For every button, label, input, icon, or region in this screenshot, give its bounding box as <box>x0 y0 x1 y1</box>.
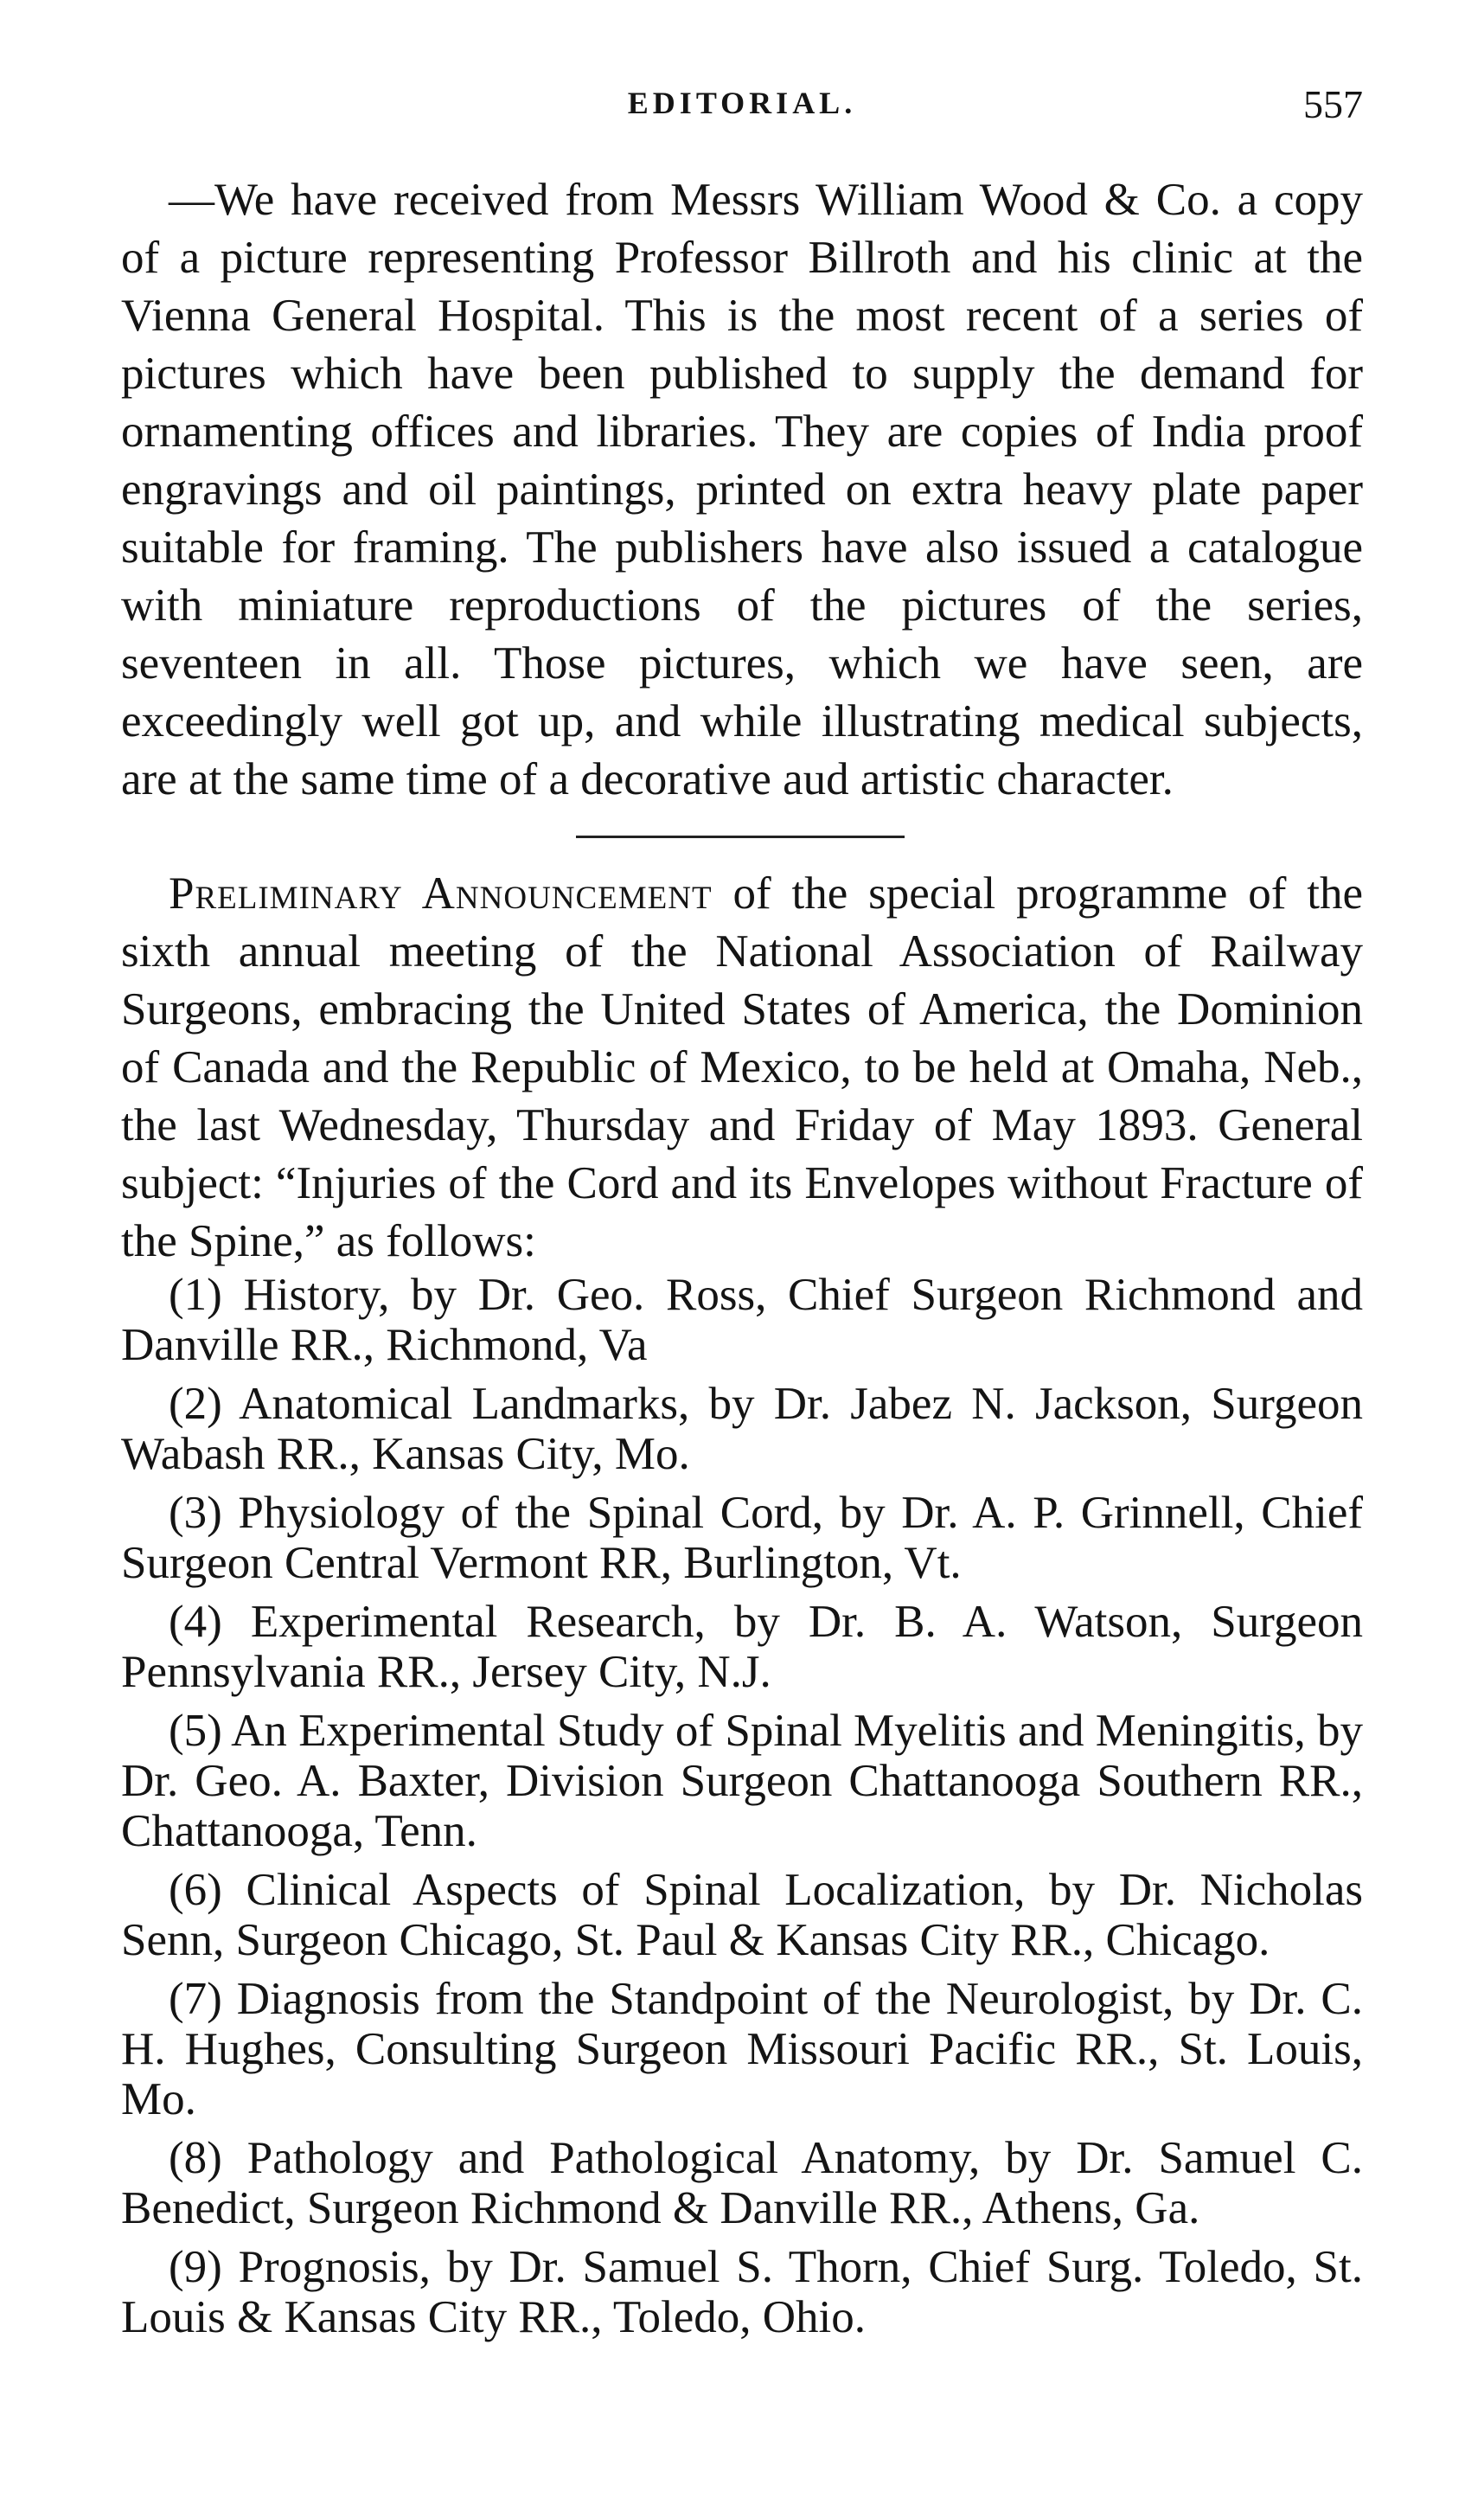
programme-item: (2) Anatomical Landmarks, by Dr. Jabez N. Jackson, Surgeon Wabash RR., Kansas City, Mo. <box>121 1379 1363 1479</box>
running-head-title: EDITORIAL. <box>627 86 857 120</box>
announcement-paragraph <box>121 865 1363 1271</box>
page-number: 557 <box>1303 82 1363 126</box>
programme-item: (1) History, by Dr. Geo. Ross, Chief Surgeon Richmond and Danville RR., Richmond, Va <box>121 1270 1363 1370</box>
programme-item: (9) Prognosis, by Dr. Samuel S. Thorn, Chief Surg. Toledo, St. Louis & Kansas City RR., Toledo, Ohio. <box>121 2242 1363 2342</box>
announcement-intro: of the special programme of the sixth annual meeting of the National Association of Railway Surgeons, embracing the United States of America, the Dominion of Canada and the Republic of Mexico, to be held at Omaha, Neb., the last Wednesday, Thursday and Friday of May 1893. General subject: “Injuries of the Cord and its Envelopes without Fracture of the Spine,” as follows: <box>121 868 1363 1266</box>
programme-item: (6) Clinical Aspects of Spinal Localization, by Dr. Nicholas Senn, Surgeon Chicago, St. Paul & Kansas City RR., Chicago. <box>121 1865 1363 1965</box>
programme-item: (8) Pathology and Pathological Anatomy, by Dr. Samuel C. Benedict, Surgeon Richmond & Danville RR., Athens, Ga. <box>121 2133 1363 2233</box>
programme-item: (5) An Experimental Study of Spinal Myelitis and Meningitis, by Dr. Geo. A. Baxter, Division Surgeon Chattanooga Southern RR., Chattanooga, Tenn. <box>121 1706 1363 1856</box>
announcement-heading: Preliminary Announcement <box>169 868 713 919</box>
programme-item: (3) Physiology of the Spinal Cord, by Dr. A. P. Grinnell, Chief Surgeon Central Vermont RR, Burlington, Vt. <box>121 1488 1363 1588</box>
programme-list <box>121 1270 1363 2351</box>
publisher-notice-paragraph: —We have received from Messrs William Wood & Co. a copy of a picture representing Professor Billroth and his clinic at the Vienna General Hospital. This is the most recent of a series of pictures which have been published to supply the demand for ornamenting offices and libraries. They are copies of India proof engravings and oil paintings, printed on extra heavy plate paper suitable for framing. The publishers have also issued a catalogue with miniature reproductions of the pictures of the series, seventeen in all. Those pictures, which we have seen, are exceedingly well got up, and while illustrating medical subjects, are at the same time of a decorative aud artistic character. <box>121 175 1363 804</box>
running-head <box>121 82 1363 137</box>
programme-item: (4) Experimental Research, by Dr. B. A. Watson, Surgeon Pennsylvania RR., Jersey City, N.J. <box>121 1597 1363 1697</box>
programme-item: (7) Diagnosis from the Standpoint of the Neurologist, by Dr. C. H. Hughes, Consulting Surgeon Missouri Pacific RR., St. Louis, Mo. <box>121 1974 1363 2124</box>
section-divider <box>576 836 905 838</box>
